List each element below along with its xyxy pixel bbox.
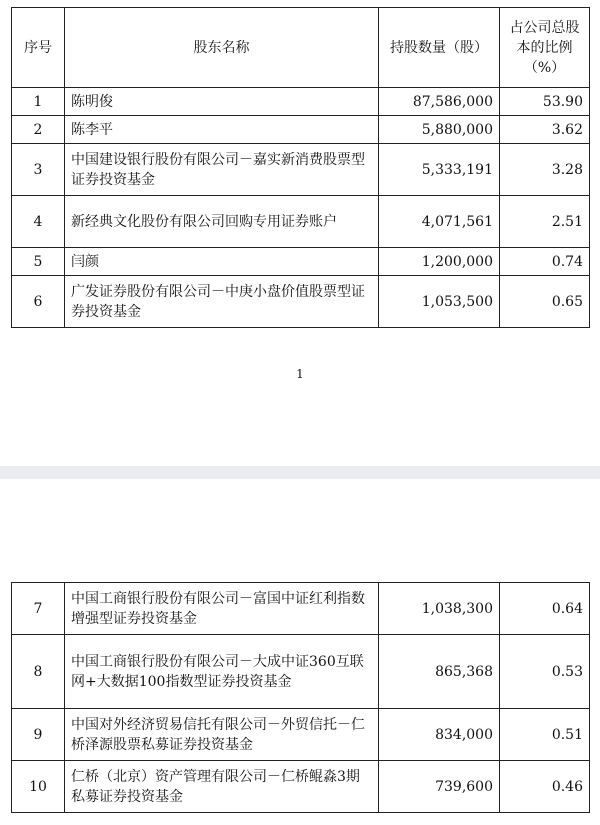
table-row — [12, 761, 590, 813]
row-no: 1 — [12, 88, 65, 116]
row-name: 陈李平 — [65, 116, 379, 144]
table-row — [12, 88, 590, 116]
row-shares: 4,071,561 — [379, 196, 500, 248]
row-shares: 739,600 — [379, 761, 500, 813]
header-pct: 占公司总股本的比例（%） — [500, 8, 590, 88]
row-name: 中国工商银行股份有限公司－大成中证360互联网+大数据100指数型证券投资基金 — [65, 635, 379, 709]
table-row — [12, 709, 590, 761]
row-no: 6 — [12, 276, 65, 328]
row-pct: 0.53 — [500, 635, 590, 709]
row-pct: 0.46 — [500, 761, 590, 813]
row-no: 7 — [12, 583, 65, 635]
row-pct: 3.62 — [500, 116, 590, 144]
row-pct: 0.65 — [500, 276, 590, 328]
table-row — [12, 116, 590, 144]
row-shares: 5,880,000 — [379, 116, 500, 144]
row-name: 广发证券股份有限公司－中庚小盘价值股票型证券投资基金 — [65, 276, 379, 328]
row-pct: 0.64 — [500, 583, 590, 635]
table-header-row — [12, 8, 590, 88]
row-shares: 1,038,300 — [379, 583, 500, 635]
row-no: 2 — [12, 116, 65, 144]
row-pct: 0.51 — [500, 709, 590, 761]
row-no: 10 — [12, 761, 65, 813]
table-row — [12, 196, 590, 248]
table-row — [12, 144, 590, 196]
row-pct: 0.74 — [500, 248, 590, 276]
row-shares: 1,200,000 — [379, 248, 500, 276]
header-shares: 持股数量（股） — [379, 8, 500, 88]
row-name: 中国对外经济贸易信托有限公司－外贸信托－仁桥泽源股票私募证券投资基金 — [65, 709, 379, 761]
row-no: 4 — [12, 196, 65, 248]
row-name: 中国工商银行股份有限公司－富国中证红利指数增强型证券投资基金 — [65, 583, 379, 635]
row-pct: 53.90 — [500, 88, 590, 116]
table-row — [12, 248, 590, 276]
row-name: 中国建设银行股份有限公司－嘉实新消费股票型证券投资基金 — [65, 144, 379, 196]
header-name: 股东名称 — [65, 8, 379, 88]
page-separator — [0, 466, 600, 479]
table-row — [12, 583, 590, 635]
row-no: 8 — [12, 635, 65, 709]
row-no: 3 — [12, 144, 65, 196]
row-shares: 5,333,191 — [379, 144, 500, 196]
row-name: 仁桥（北京）资产管理有限公司－仁桥鲲淼3期私募证券投资基金 — [65, 761, 379, 813]
row-name: 新经典文化股份有限公司回购专用证券账户 — [65, 196, 379, 248]
row-shares: 1,053,500 — [379, 276, 500, 328]
table-row — [12, 635, 590, 709]
row-pct: 3.28 — [500, 144, 590, 196]
row-no: 9 — [12, 709, 65, 761]
row-no: 5 — [12, 248, 65, 276]
page-number: 1 — [296, 367, 304, 381]
table-row — [12, 276, 590, 328]
shareholder-table-page-1 — [11, 7, 590, 328]
row-name: 陈明俊 — [65, 88, 379, 116]
row-name: 闫颜 — [65, 248, 379, 276]
header-no: 序号 — [12, 8, 65, 88]
row-shares: 865,368 — [379, 635, 500, 709]
row-shares: 87,586,000 — [379, 88, 500, 116]
row-shares: 834,000 — [379, 709, 500, 761]
shareholder-table-page-2 — [11, 582, 590, 813]
row-pct: 2.51 — [500, 196, 590, 248]
